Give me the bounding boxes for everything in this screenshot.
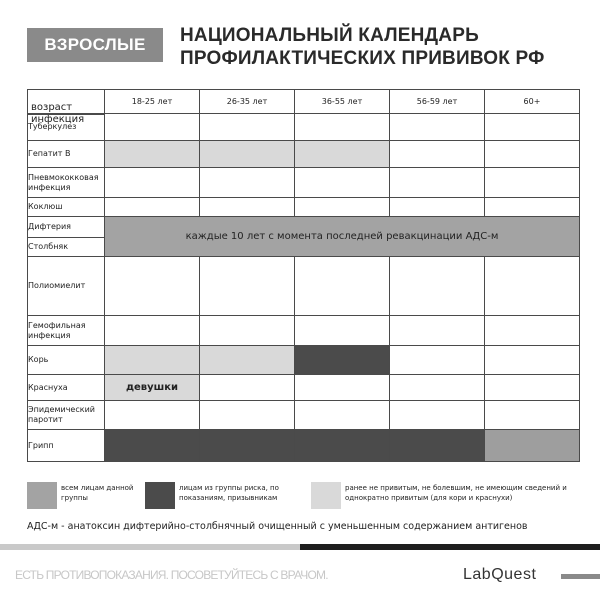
infection-name: Коклюш — [28, 198, 105, 217]
table-row — [28, 198, 580, 217]
schedule-cell — [485, 375, 580, 401]
schedule-cell — [105, 401, 200, 430]
infection-label: инфекция — [31, 113, 85, 125]
schedule-cell — [200, 198, 295, 217]
schedule-cell — [485, 257, 580, 316]
schedule-cell — [390, 375, 485, 401]
schedule-cell — [295, 141, 390, 168]
legend-label: ранее не привитым, не болевшим, не имеющим сведений и однократно привитым (для кори и краснухи) — [345, 484, 567, 502]
brand-bar — [561, 574, 600, 579]
infection-name: Туберкулез — [28, 114, 105, 141]
legend — [27, 482, 587, 512]
schedule-cell — [200, 430, 295, 462]
schedule-cell — [200, 316, 295, 346]
age-group-header: 56-59 лет — [390, 90, 485, 114]
schedule-cell — [390, 168, 485, 198]
legend-swatch — [27, 482, 57, 509]
audience-badge: ВЗРОСЛЫЕ — [27, 28, 163, 62]
infection-name: Полиомиелит — [28, 257, 105, 316]
schedule-cell — [105, 114, 200, 141]
schedule-cell — [105, 168, 200, 198]
schedule-cell — [390, 114, 485, 141]
table-row — [28, 257, 580, 316]
schedule-cell — [485, 141, 580, 168]
title-line-2: ПРОФИЛАКТИЧЕСКИХ ПРИВИВОК РФ — [180, 48, 545, 69]
schedule-cell — [390, 198, 485, 217]
schedule-cell — [295, 346, 390, 375]
infection-name: Краснуха — [28, 375, 105, 401]
schedule-cell — [200, 375, 295, 401]
schedule-cell — [295, 430, 390, 462]
revaccination-note: каждые 10 лет с момента последней ревакцинации АДС-м — [185, 231, 499, 242]
age-group-header: 36-55 лет — [295, 90, 390, 114]
table-row — [28, 114, 580, 141]
infection-name: Грипп — [28, 430, 105, 462]
infection-name: Дифтерия — [28, 217, 105, 238]
table-row — [28, 141, 580, 168]
schedule-cell — [105, 316, 200, 346]
infection-name: Корь — [28, 346, 105, 375]
table-body — [28, 114, 580, 462]
schedule-cell — [390, 401, 485, 430]
schedule-cell — [200, 346, 295, 375]
schedule-cell — [485, 346, 580, 375]
table-header-row — [28, 90, 580, 114]
schedule-cell — [485, 168, 580, 198]
schedule-cell — [105, 198, 200, 217]
infection-name: Эпидемический паротит — [28, 401, 105, 430]
legend-label: всем лицам данной группы — [61, 484, 134, 502]
schedule-cell — [105, 430, 200, 462]
schedule-cell — [390, 316, 485, 346]
schedule-cell — [485, 316, 580, 346]
schedule-cell — [200, 401, 295, 430]
title-line-1: НАЦИОНАЛЬНЫЙ КАЛЕНДАРЬ — [180, 25, 479, 46]
age-group-header: 18-25 лет — [105, 90, 200, 114]
table-row — [28, 316, 580, 346]
schedule-cell — [105, 375, 200, 401]
table-row — [28, 346, 580, 375]
schedule-cell — [200, 168, 295, 198]
abbreviation-note: АДС-м - анатоксин дифтерийно-столбнячный очищенный с уменьшенным содержанием антигенов — [27, 521, 528, 532]
infection-name: Гемофильная инфекция — [28, 316, 105, 346]
table-row — [28, 430, 580, 462]
legend-label: лицам из группы риска, по показаниям, призывникам — [179, 484, 279, 502]
schedule-cell — [295, 198, 390, 217]
infection-name: Столбняк — [28, 238, 105, 257]
schedule-cell — [390, 141, 485, 168]
brand-logo: LabQuest — [463, 566, 537, 583]
disclaimer: ЕСТЬ ПРОТИВОПОКАЗАНИЯ. ПОСОВЕТУЙТЕСЬ С ВРАЧОМ. — [15, 568, 328, 582]
infection-name: Гепатит В — [28, 141, 105, 168]
legend-swatch — [311, 482, 341, 509]
schedule-cell — [200, 114, 295, 141]
schedule-cell — [390, 430, 485, 462]
schedule-cell — [390, 346, 485, 375]
age-group-header: 60+ — [485, 90, 580, 114]
age-label: возраст — [31, 101, 73, 113]
schedule-cell — [105, 217, 580, 257]
header-corner — [28, 90, 105, 125]
schedule-cell — [295, 168, 390, 198]
table-row — [28, 401, 580, 430]
divider-light — [0, 544, 300, 550]
schedule-cell — [295, 257, 390, 316]
age-group-header: 26-35 лет — [200, 90, 295, 114]
table-row — [28, 375, 580, 401]
page-title — [180, 24, 590, 70]
schedule-cell — [105, 257, 200, 316]
schedule-cell — [390, 257, 485, 316]
schedule-cell — [200, 141, 295, 168]
schedule-cell — [485, 198, 580, 217]
schedule-cell — [295, 375, 390, 401]
schedule-cell — [295, 401, 390, 430]
legend-swatch — [145, 482, 175, 509]
schedule-cell — [485, 430, 580, 462]
vaccination-table — [27, 89, 580, 462]
schedule-cell — [295, 316, 390, 346]
schedule-cell — [105, 141, 200, 168]
schedule-cell — [485, 114, 580, 141]
table-row — [28, 168, 580, 198]
schedule-cell — [485, 401, 580, 430]
infection-name: Пневмококковая инфекция — [28, 168, 105, 198]
schedule-cell — [200, 257, 295, 316]
girls-note: девушки — [125, 382, 179, 393]
schedule-cell — [105, 346, 200, 375]
table-row — [28, 217, 580, 238]
schedule-cell — [295, 114, 390, 141]
divider-dark — [300, 544, 600, 550]
